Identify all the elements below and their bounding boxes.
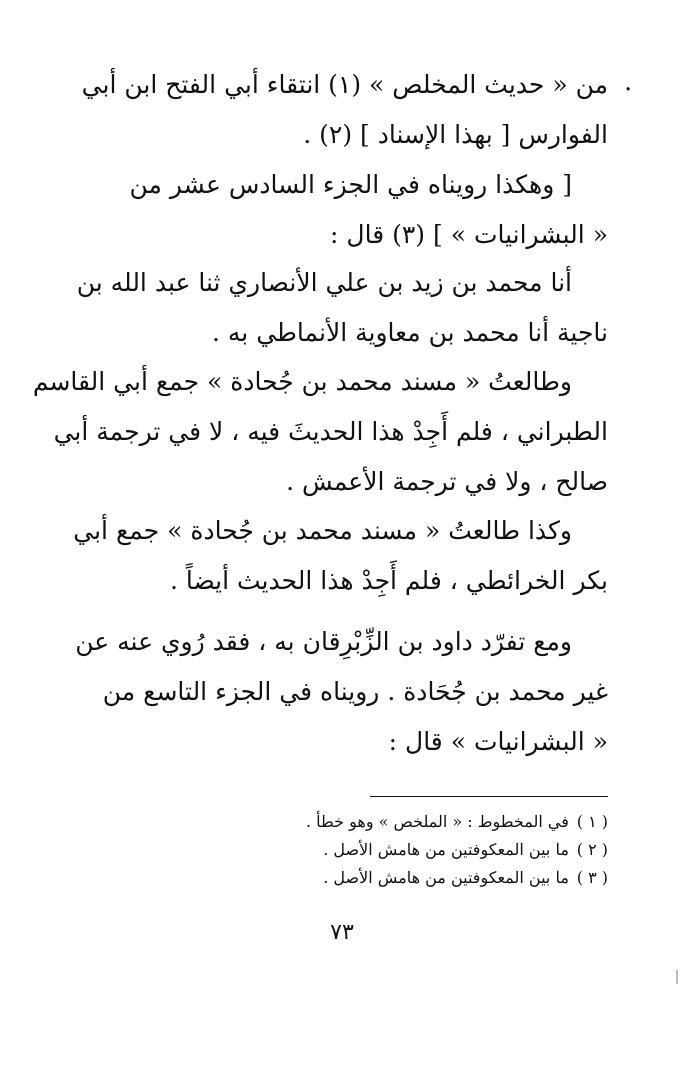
footnote-2 [200, 836, 608, 864]
paragraph-5 [73, 506, 608, 606]
margin-dot: . [624, 67, 633, 97]
paragraph-line: وطالعتُ « مسند محمد بن جُحادة » جمع أبي القاسم [32, 367, 572, 396]
paragraph-line: الطبراني ، فلم أَجِدْ هذا الحديثَ فيه ، لا في ترجمة أبي [53, 417, 608, 446]
footnote-text: في المخطوط : « الملخص » وهو خطأ . [305, 812, 569, 831]
paragraph-line: ومع تفرّد داود بن الزِّبْرِقان به ، فقد رُوي عنه عن [75, 627, 572, 656]
paragraph-4 [32, 357, 608, 507]
paragraph-line: « البشرانيات » قال : [388, 727, 608, 756]
paragraph-6 [75, 617, 608, 767]
paragraph-line: وكذا طالعتُ « مسند محمد بن جُحادة » جمع أبي [73, 516, 572, 545]
paragraph-3 [76, 258, 608, 358]
footnote-number: ( ٣ ) [576, 868, 608, 887]
paragraph-1 [81, 60, 608, 160]
footnote-text: ما بين المعكوفتين من هامش الأصل . [323, 840, 569, 859]
page-number: ٧٣ [330, 920, 354, 945]
footnote-text: ما بين المعكوفتين من هامش الأصل . [323, 868, 569, 887]
paragraph-line: « البشرانيات » ] (٣) قال : [330, 220, 608, 249]
paragraph-line: صالح ، ولا في ترجمة الأعمش . [286, 467, 608, 496]
footnote-1 [200, 808, 608, 836]
footnote-number: ( ١ ) [576, 812, 608, 831]
footnote-number: ( ٢ ) [576, 840, 608, 859]
footnote-separator [370, 796, 608, 797]
scan-edge-mark [676, 970, 678, 984]
paragraph-2 [100, 160, 608, 260]
paragraph-line: ناجية أنا محمد بن معاوية الأنماطي به . [212, 318, 608, 347]
footnotes [200, 808, 608, 892]
paragraph-line: أنا محمد بن زيد بن علي الأنصاري ثنا عبد الله بن [76, 268, 572, 297]
paragraph-line: غير محمد بن جُحَادة . رويناه في الجزء التاسع من [102, 677, 608, 706]
paragraph-line: الفوارس [ بهذا الإسناد ] (٢) . [303, 120, 608, 149]
paragraph-line: من « حديث المخلص » (١) انتقاء أبي الفتح ابن أبي [81, 70, 608, 99]
footnote-3 [200, 864, 608, 892]
paragraph-line: [ وهكذا رويناه في الجزء السادس عشر من [129, 170, 572, 199]
paragraph-line: بكر الخرائطي ، فلم أَجِدْ هذا الحديث أيضاً . [169, 566, 608, 595]
